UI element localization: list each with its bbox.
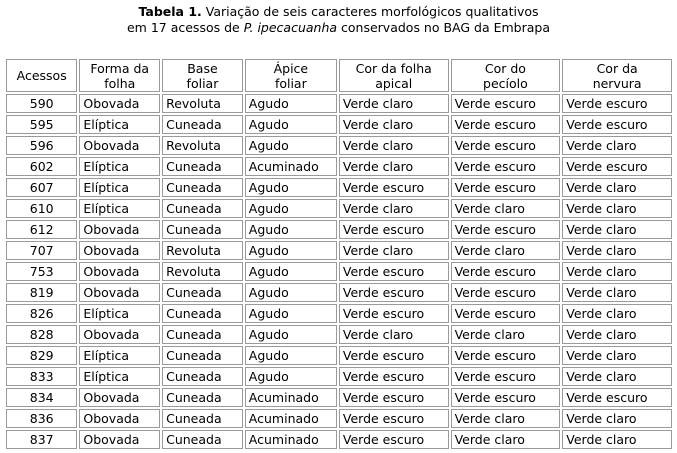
column-header <box>162 59 243 92</box>
table-cell: Agudo <box>245 283 337 302</box>
table-cell: Cuneada <box>162 430 243 449</box>
caption-label: Tabela 1. <box>138 4 202 19</box>
table-cell: Elíptica <box>79 157 160 176</box>
table-row <box>6 304 672 323</box>
table-cell: Acuminado <box>245 388 337 407</box>
table-cell: Obovada <box>79 241 160 260</box>
table-row <box>6 199 672 218</box>
table-cell: 590 <box>6 94 77 113</box>
table-row <box>6 367 672 386</box>
column-header-line: Cor do <box>484 60 526 76</box>
table-cell: Obovada <box>79 388 160 407</box>
table-row <box>6 283 672 302</box>
table-row <box>6 388 672 407</box>
table-cell: Verde escuro <box>339 178 449 197</box>
table-cell: Revoluta <box>162 241 243 260</box>
caption-text-after-species: conservados no BAG da Embrapa <box>337 20 551 35</box>
table-cell: 834 <box>6 388 77 407</box>
table-cell: Verde claro <box>339 157 449 176</box>
table-body <box>6 94 672 449</box>
table-row <box>6 178 672 197</box>
table-cell: 595 <box>6 115 77 134</box>
column-header-line: nervura <box>592 75 642 91</box>
table-cell: Verde claro <box>562 178 672 197</box>
table-cell: Agudo <box>245 199 337 218</box>
table-cell: Cuneada <box>162 409 243 428</box>
table-cell: Verde escuro <box>451 262 561 281</box>
table-cell: Verde escuro <box>339 367 449 386</box>
table-row <box>6 430 672 449</box>
table-cell: 596 <box>6 136 77 155</box>
column-header <box>245 59 337 92</box>
table-cell: Verde claro <box>451 430 561 449</box>
table-cell: Elíptica <box>79 199 160 218</box>
table-cell: Obovada <box>79 409 160 428</box>
table-cell: 602 <box>6 157 77 176</box>
column-header <box>339 59 449 92</box>
morphology-table <box>4 57 674 451</box>
table-cell: 828 <box>6 325 77 344</box>
table-cell: Obovada <box>79 325 160 344</box>
table-cell: 837 <box>6 430 77 449</box>
header-row <box>6 59 672 92</box>
table-cell: Verde claro <box>339 115 449 134</box>
table-cell: 610 <box>6 199 77 218</box>
table-cell: Verde escuro <box>339 346 449 365</box>
table-cell: Elíptica <box>79 178 160 197</box>
table-row <box>6 346 672 365</box>
table-cell: Obovada <box>79 136 160 155</box>
table-cell: Verde claro <box>451 241 561 260</box>
table-cell: 607 <box>6 178 77 197</box>
column-header-line: foliar <box>274 75 307 91</box>
column-header-line: folha <box>104 75 136 91</box>
table-cell: Agudo <box>245 325 337 344</box>
table-cell: Verde escuro <box>339 304 449 323</box>
table-row <box>6 157 672 176</box>
table-cell: Cuneada <box>162 220 243 239</box>
table-cell: 612 <box>6 220 77 239</box>
column-header-line: Ápice <box>273 60 309 76</box>
table-cell: Verde escuro <box>451 94 561 113</box>
table-cell: Verde escuro <box>451 346 561 365</box>
caption-text-before-species: em 17 acessos de <box>126 20 244 35</box>
table-cell: Agudo <box>245 115 337 134</box>
column-header-line: Base <box>187 60 218 76</box>
table-cell: Cuneada <box>162 325 243 344</box>
table-cell: Agudo <box>245 94 337 113</box>
table-cell: Agudo <box>245 220 337 239</box>
table-cell: Verde claro <box>562 241 672 260</box>
caption-text: Variação de seis caracteres morfológicos qualitativos <box>201 4 539 19</box>
table-cell: Verde escuro <box>339 388 449 407</box>
table-cell: Cuneada <box>162 304 243 323</box>
column-header <box>6 59 77 92</box>
table-row <box>6 94 672 113</box>
table-cell: Verde claro <box>562 199 672 218</box>
table-cell: Acuminado <box>245 409 337 428</box>
table-cell: Cuneada <box>162 283 243 302</box>
column-header-line: Cor da <box>596 60 638 76</box>
table-cell: Verde claro <box>339 94 449 113</box>
table-cell: Verde escuro <box>451 367 561 386</box>
table-cell: Elíptica <box>79 115 160 134</box>
table-cell: Verde claro <box>562 304 672 323</box>
table-cell: Verde claro <box>451 409 561 428</box>
column-header <box>451 59 561 92</box>
table-cell: Agudo <box>245 241 337 260</box>
table-cell: Agudo <box>245 346 337 365</box>
table-cell: Verde escuro <box>451 220 561 239</box>
table-cell: Obovada <box>79 262 160 281</box>
table-cell: Verde escuro <box>562 157 672 176</box>
table-cell: Verde claro <box>339 241 449 260</box>
table-cell: Verde escuro <box>339 262 449 281</box>
table-cell: Verde escuro <box>451 157 561 176</box>
table-cell: Verde escuro <box>562 388 672 407</box>
column-header-line: Forma da <box>90 60 150 76</box>
table-cell: Verde escuro <box>451 304 561 323</box>
table-row <box>6 241 672 260</box>
table-cell: Verde claro <box>451 199 561 218</box>
table-cell: Obovada <box>79 283 160 302</box>
table-cell: Revoluta <box>162 136 243 155</box>
table-row <box>6 220 672 239</box>
table-cell: Verde claro <box>339 136 449 155</box>
table-cell: Verde claro <box>562 220 672 239</box>
table-cell: Verde escuro <box>562 94 672 113</box>
table-cell: Acuminado <box>245 430 337 449</box>
table-cell: Verde claro <box>562 136 672 155</box>
table-cell: Verde claro <box>451 325 561 344</box>
table-cell: Elíptica <box>79 367 160 386</box>
table-cell: Verde claro <box>562 409 672 428</box>
table-cell: Verde escuro <box>451 283 561 302</box>
table-cell: Verde claro <box>562 262 672 281</box>
table-cell: 753 <box>6 262 77 281</box>
table-cell: Verde escuro <box>451 115 561 134</box>
table-cell: Verde escuro <box>339 409 449 428</box>
column-header <box>562 59 672 92</box>
table-cell: Elíptica <box>79 304 160 323</box>
table-cell: Agudo <box>245 367 337 386</box>
table-cell: Verde escuro <box>451 178 561 197</box>
table-cell: Verde claro <box>562 430 672 449</box>
table-cell: Cuneada <box>162 157 243 176</box>
table-cell: Obovada <box>79 430 160 449</box>
table-cell: Cuneada <box>162 346 243 365</box>
table-row <box>6 115 672 134</box>
column-header-line: foliar <box>186 75 219 91</box>
table-cell: 819 <box>6 283 77 302</box>
table-cell: Cuneada <box>162 178 243 197</box>
column-header-line: pecíolo <box>483 75 528 91</box>
column-header-line: Acessos <box>16 68 67 83</box>
table-cell: Verde claro <box>339 199 449 218</box>
table-cell: Cuneada <box>162 388 243 407</box>
table-cell: Verde escuro <box>451 136 561 155</box>
table-cell: Revoluta <box>162 262 243 281</box>
column-header-line: apical <box>375 75 413 91</box>
table-cell: 836 <box>6 409 77 428</box>
table-cell: Verde claro <box>562 283 672 302</box>
table-cell: 829 <box>6 346 77 365</box>
table-cell: Verde claro <box>562 367 672 386</box>
table-cell: Verde escuro <box>339 430 449 449</box>
table-cell: Verde escuro <box>562 115 672 134</box>
table-cell: Cuneada <box>162 367 243 386</box>
table-cell: 826 <box>6 304 77 323</box>
caption-species: P. ipecacuanha <box>243 20 338 35</box>
table-cell: Obovada <box>79 220 160 239</box>
table-cell: Cuneada <box>162 199 243 218</box>
table-cell: Verde claro <box>562 346 672 365</box>
table-cell: Agudo <box>245 136 337 155</box>
table-cell: Agudo <box>245 262 337 281</box>
table-cell: Verde escuro <box>451 388 561 407</box>
table-row <box>6 325 672 344</box>
table-cell: Verde escuro <box>339 283 449 302</box>
column-header-line: Cor da folha <box>355 60 432 76</box>
table-cell: Revoluta <box>162 94 243 113</box>
caption-line-1 <box>0 4 677 20</box>
table-cell: Verde claro <box>562 325 672 344</box>
table-caption <box>0 4 677 36</box>
table-cell: Verde escuro <box>339 220 449 239</box>
table-cell: Agudo <box>245 304 337 323</box>
table-cell: Agudo <box>245 178 337 197</box>
table-cell: Verde claro <box>339 325 449 344</box>
table-row <box>6 409 672 428</box>
table-cell: Acuminado <box>245 157 337 176</box>
table-row <box>6 136 672 155</box>
table-row <box>6 262 672 281</box>
table-cell: 833 <box>6 367 77 386</box>
table-cell: Obovada <box>79 94 160 113</box>
table-cell: 707 <box>6 241 77 260</box>
caption-line-2 <box>0 20 677 36</box>
column-header <box>79 59 160 92</box>
table-cell: Cuneada <box>162 115 243 134</box>
table-cell: Elíptica <box>79 346 160 365</box>
